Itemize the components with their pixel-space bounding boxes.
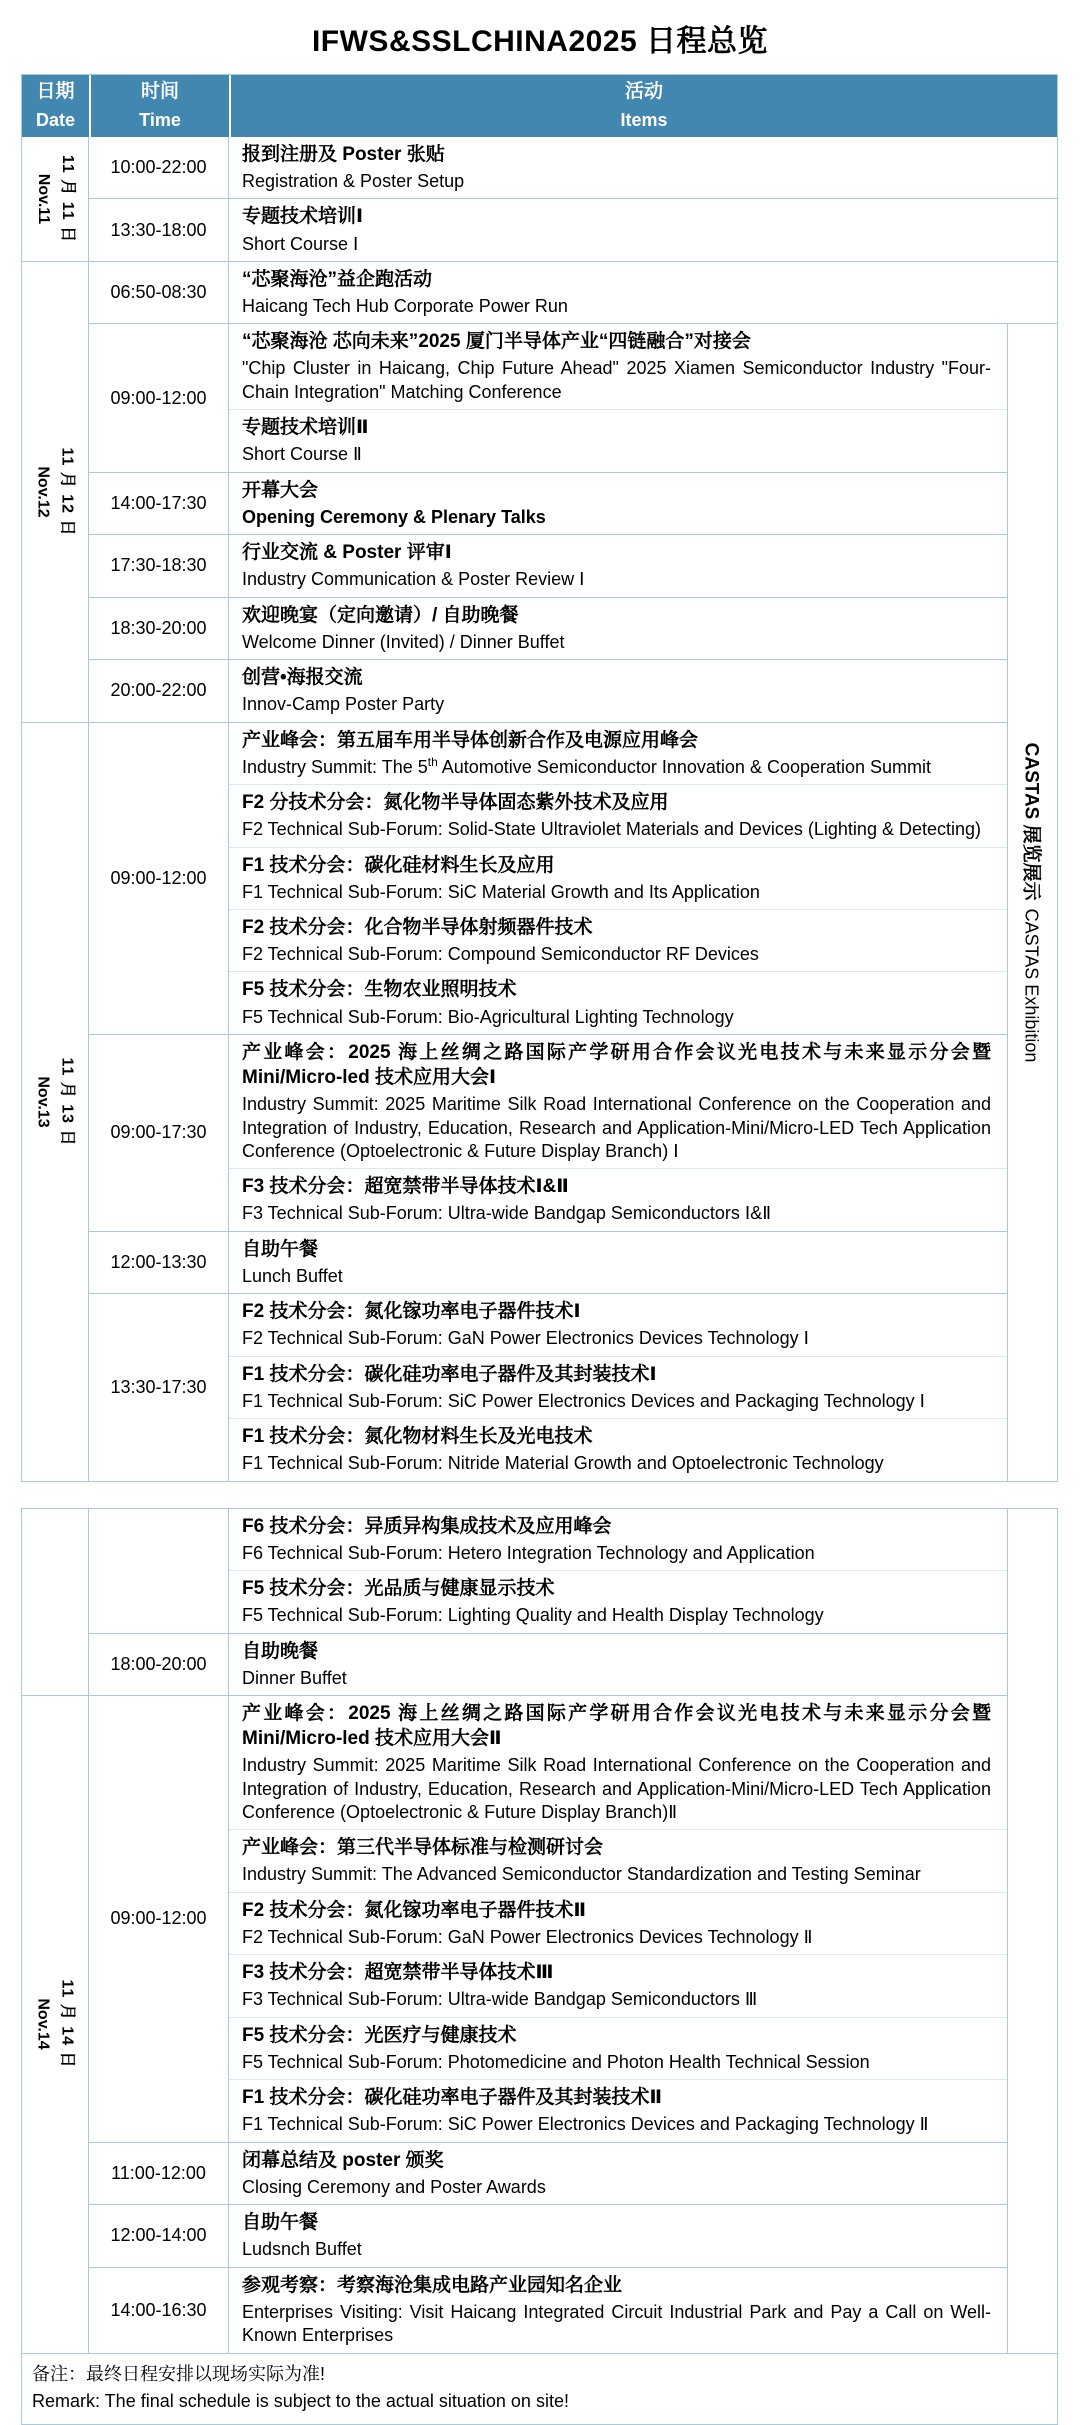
- date-cell-nov13: [22, 722, 89, 1481]
- time-cell: [89, 137, 229, 198]
- activity-zh: “芯聚海沧 芯向未来”2025 厦门半导体产业“四链融合”对接会: [242, 331, 751, 353]
- activity-en-part: Automotive Semiconductor Innovation & Cooperation Summit: [437, 756, 932, 777]
- activity-en: Short Course Ⅰ: [242, 233, 359, 254]
- activity-cell: [229, 2142, 1007, 2204]
- activity-zh: “芯聚海沧”益企跑活动: [242, 268, 433, 290]
- activity-cell: [229, 198, 1057, 260]
- activity-en: [242, 756, 991, 779]
- date-en: Nov.14: [35, 1998, 52, 2050]
- activity-cell: [229, 597, 1007, 659]
- activity-cell: [229, 2079, 1007, 2141]
- schedule-table-2: [21, 1508, 1058, 2425]
- time-label: 20:00-22:00: [110, 680, 207, 701]
- activity-zh: 专题技术培训Ⅱ: [242, 417, 369, 439]
- activity-cell: [229, 971, 1007, 1033]
- activity-zh: 开幕大会: [242, 479, 319, 501]
- time-cell: [89, 1695, 229, 2142]
- activity-zh: F1 技术分会：碳化硅功率电子器件及其封装技术Ⅰ: [242, 1363, 657, 1385]
- activity-cell: [229, 2017, 1007, 2079]
- activity-cell: [229, 909, 1007, 971]
- activity-cell: [229, 1034, 1007, 1168]
- activity-zh: F2 技术分会：氮化镓功率电子器件技术Ⅱ: [242, 1899, 586, 1921]
- activity-en: Haicang Tech Hub Corporate Power Run: [242, 296, 568, 317]
- activity-zh: 产业峰会：2025 海上丝绸之路国际产学研用合作会议光电技术与未来显示分会暨 Mini/Micro-led 技术应用大会Ⅰ: [242, 1041, 991, 1089]
- date-cell-nov14: [22, 1695, 89, 2352]
- time-label: 17:30-18:30: [110, 555, 207, 576]
- activity-zh: F5 技术分会：生物农业照明技术: [242, 979, 517, 1001]
- activity-en: Closing Ceremony and Poster Awards: [242, 2176, 546, 2197]
- page-title: IFWS&SSLCHINA2025 日程总览: [311, 25, 769, 58]
- date-label-nov11: [31, 155, 79, 243]
- table-gap: [0, 1482, 1080, 1508]
- header-time-zh: 时间: [140, 81, 179, 103]
- time-cell: [89, 722, 229, 1034]
- header-time-en: Time: [139, 109, 181, 130]
- activity-zh: 自助午餐: [242, 1238, 319, 1260]
- activity-zh: 产业峰会：第三代半导体标准与检测研讨会: [242, 1837, 604, 1859]
- time-label: 09:00-12:00: [110, 1908, 207, 1929]
- date-cell-empty: [22, 1509, 89, 1695]
- activity-zh: 欢迎晚宴（定向邀请）/ 自助晚餐: [242, 604, 519, 626]
- activity-zh: 报到注册及 Poster 张贴: [242, 144, 445, 165]
- activity-cell: [229, 1293, 1007, 1355]
- header-date: [22, 75, 89, 137]
- activity-en: "Chip Cluster in Haicang, Chip Future Ahead" 2025 Xiamen Semiconductor Industry "Four-Chain Integration" Matching Conference: [242, 358, 991, 402]
- activity-en: Ludsnch Buffet: [242, 2239, 362, 2260]
- activity-en: Enterprises Visiting: Visit Haicang Integrated Circuit Industrial Park and Pay a Call on Well-Known Enterprises: [242, 2301, 991, 2346]
- time-cell: [89, 472, 229, 534]
- activity-zh: 专题技术培训Ⅰ: [242, 206, 364, 228]
- remark-zh: 备注：最终日程安排以现场实际为准!: [32, 2363, 325, 2384]
- activity-zh: 产业峰会：2025 海上丝绸之路国际产学研用合作会议光电技术与未来显示分会暨 Mini/Micro-led 技术应用大会Ⅱ: [242, 1703, 991, 1750]
- activity-zh: F2 技术分会：化合物半导体射频器件技术: [242, 917, 593, 939]
- activity-cell: [229, 659, 1007, 721]
- activity-en: F1 Technical Sub-Forum: SiC Material Growth and Its Application: [242, 881, 760, 902]
- date-zh: 11 月 14 日: [59, 1979, 76, 2069]
- activity-cell: [229, 409, 1007, 471]
- activity-cell: [229, 1829, 1007, 1891]
- time-cell: [89, 1034, 229, 1231]
- activity-zh: 闭幕总结及 poster 颁奖: [242, 2149, 444, 2171]
- activity-en: Short Course Ⅱ: [242, 444, 362, 465]
- activity-en: Welcome Dinner (Invited) / Dinner Buffet: [242, 631, 565, 652]
- activity-zh: 创营•海报交流: [242, 667, 363, 689]
- time-cell: [89, 323, 229, 471]
- time-cell: [89, 261, 229, 323]
- header-date-en: Date: [35, 109, 75, 130]
- activity-zh: F5 技术分会：光品质与健康显示技术: [242, 1578, 555, 1600]
- activity-cell: [229, 472, 1007, 534]
- time-cell: [89, 2267, 229, 2353]
- remark-en: Remark: The final schedule is subject to the actual situation on site!: [32, 2390, 569, 2411]
- date-zh: 11 月 11 日: [59, 154, 77, 244]
- time-cell: [89, 2204, 229, 2266]
- activity-cell: [229, 137, 1057, 198]
- activity-en: F3 Technical Sub-Forum: Ultra-wide Bandgap Semiconductors Ⅰ&Ⅱ: [242, 1203, 772, 1224]
- time-label: 14:00-17:30: [110, 492, 207, 513]
- activity-cell: [229, 2267, 1007, 2353]
- activity-en-superscript: th: [427, 754, 438, 769]
- time-label: 12:00-14:00: [110, 2225, 207, 2246]
- activity-zh: F1 技术分会：碳化硅功率电子器件及其封装技术Ⅱ: [242, 2087, 662, 2109]
- activity-zh: F6 技术分会：异质异构集成技术及应用峰会: [242, 1515, 612, 1537]
- time-label: 09:00-12:00: [110, 387, 207, 408]
- date-en: Nov.11: [35, 173, 53, 225]
- activity-en: F2 Technical Sub-Forum: Solid-State Ultraviolet Materials and Devices (Lighting & Detecting): [242, 819, 981, 840]
- activity-cell: [229, 1570, 1007, 1632]
- time-label: 13:30-18:00: [110, 219, 207, 240]
- time-label: 06:50-08:30: [110, 282, 207, 303]
- time-cell: [89, 659, 229, 721]
- time-cell: [89, 1633, 229, 1695]
- activity-cell: [229, 784, 1007, 846]
- activity-zh: F5 技术分会：光医疗与健康技术: [242, 2024, 517, 2046]
- header-time: [89, 75, 229, 137]
- activity-zh: F2 技术分会：氮化镓功率电子器件技术Ⅰ: [242, 1301, 581, 1323]
- activity-en: Industry Summit: The Advanced Semiconductor Standardization and Testing Seminar: [242, 1864, 921, 1885]
- time-label: 11:00-12:00: [111, 2162, 206, 2183]
- time-cell: [89, 597, 229, 659]
- activity-en: Dinner Buffet: [242, 1667, 347, 1688]
- activity-zh: 参观考察：考察海沧集成电路产业园知名企业: [242, 2274, 623, 2296]
- activity-en: F2 Technical Sub-Forum: GaN Power Electronics Devices Technology Ⅱ: [242, 1926, 813, 1947]
- time-label: 12:00-13:30: [110, 1251, 207, 1272]
- date-zh: 11 月 12 日: [59, 447, 76, 537]
- activity-en: F6 Technical Sub-Forum: Hetero Integration Technology and Application: [242, 1542, 815, 1563]
- activity-cell: [229, 1633, 1007, 1695]
- time-label: 10:00-22:00: [110, 157, 207, 178]
- activity-cell: [229, 534, 1007, 596]
- time-label: 09:00-12:00: [110, 867, 207, 888]
- date-label-nov13: [31, 1057, 79, 1146]
- remark-row: [22, 2353, 1057, 2424]
- activity-zh: F1 技术分会：氮化物材料生长及光电技术: [242, 1426, 593, 1448]
- header-date-zh: 日期: [36, 81, 75, 103]
- date-zh: 11 月 13 日: [59, 1057, 76, 1147]
- activity-en: F3 Technical Sub-Forum: Ultra-wide Bandgap Semiconductors Ⅲ: [242, 1989, 758, 2010]
- date-en: Nov.12: [35, 466, 52, 518]
- activity-en: Industry Summit: 2025 Maritime Silk Road International Conference on the Cooperation and Integration of Industry, Education, Research and Application-Mini/Micro-LED Tech Application Conference (Optoelectronic & Future Display Branch)Ⅱ: [242, 1755, 991, 1822]
- activity-zh: F2 分技术分会：氮化物半导体固态紫外技术及应用: [242, 792, 669, 814]
- date-cell-nov11: [22, 137, 89, 261]
- activity-zh: 自助午餐: [242, 2212, 319, 2234]
- activity-cell: [229, 323, 1007, 409]
- activity-cell: [229, 1954, 1007, 2016]
- activity-cell: [229, 261, 1057, 323]
- activity-zh: F1 技术分会：碳化硅材料生长及应用: [242, 854, 555, 876]
- time-label: 13:30-17:30: [110, 1376, 207, 1397]
- activity-en: F2 Technical Sub-Forum: GaN Power Electronics Devices Technology Ⅰ: [242, 1328, 809, 1349]
- activity-zh: 产业峰会：第五届车用半导体创新合作及电源应用峰会: [242, 729, 699, 751]
- activity-zh: F3 技术分会：超宽禁带半导体技术Ⅰ&Ⅱ: [242, 1176, 569, 1198]
- activity-en: Opening Ceremony & Plenary Talks: [242, 506, 546, 527]
- time-cell: [89, 534, 229, 596]
- activity-en: Registration & Poster Setup: [242, 171, 465, 192]
- activity-cell: [229, 1892, 1007, 1954]
- date-cell-nov12: [22, 261, 89, 722]
- activity-en: F1 Technical Sub-Forum: Nitride Material Growth and Optoelectronic Technology: [242, 1453, 884, 1474]
- time-label: 18:00-20:00: [110, 1653, 207, 1674]
- date-label-nov12: [31, 447, 79, 536]
- header-items-zh: 活动: [624, 81, 663, 103]
- schedule-table-1: [21, 74, 1058, 1482]
- activity-en: Innov-Camp Poster Party: [242, 694, 445, 715]
- activity-en: F2 Technical Sub-Forum: Compound Semiconductor RF Devices: [242, 944, 759, 965]
- activity-en: F1 Technical Sub-Forum: SiC Power Electronics Devices and Packaging Technology Ⅱ: [242, 2114, 929, 2135]
- activity-cell: [229, 847, 1007, 909]
- activity-en-part: Industry Summit: The 5: [242, 756, 428, 777]
- activity-en: F5 Technical Sub-Forum: Photomedicine and Photon Health Technical Session: [242, 2051, 870, 2072]
- activity-cell: [229, 1168, 1007, 1230]
- activity-cell: [229, 1231, 1007, 1293]
- time-cell: [89, 1293, 229, 1480]
- activity-cell: [229, 1509, 1007, 1570]
- date-en: Nov.13: [35, 1075, 52, 1128]
- activity-zh: 自助晚餐: [242, 1640, 319, 1662]
- time-label: 09:00-17:30: [110, 1122, 207, 1143]
- castas-zh: CASTAS 展览展示: [1020, 742, 1041, 901]
- date-label-nov14: [31, 1980, 79, 2069]
- castas-label: [1019, 743, 1046, 1063]
- activity-cell: [229, 1418, 1007, 1480]
- time-cell: [89, 1231, 229, 1293]
- time-cell-empty: [89, 1509, 229, 1633]
- activity-en: F5 Technical Sub-Forum: Lighting Quality and Health Display Technology: [242, 1605, 824, 1626]
- activity-en: Industry Communication & Poster Review Ⅰ: [242, 569, 585, 590]
- activity-zh: F3 技术分会：超宽禁带半导体技术Ⅲ: [242, 1962, 554, 1984]
- activity-zh: 行业交流 & Poster 评审Ⅰ: [242, 542, 452, 564]
- time-cell: [89, 2142, 229, 2204]
- activity-en: Industry Summit: 2025 Maritime Silk Road International Conference on the Cooperation and Integration of Industry, Education, Research and Application-Mini/Micro-LED Tech Application Conference (Optoelectronic & Future Display Branch) Ⅰ: [242, 1094, 991, 1161]
- castas-en: CASTAS Exhibition: [1021, 908, 1041, 1063]
- activity-cell: [229, 2204, 1007, 2266]
- castas-banner: [1007, 323, 1057, 1480]
- activity-en: Lunch Buffet: [242, 1265, 343, 1286]
- castas-empty-column: [1007, 1509, 1057, 2353]
- header-items: [229, 75, 1057, 137]
- activity-cell: [229, 722, 1007, 784]
- time-label: 14:00-16:30: [110, 2299, 207, 2320]
- activity-cell: [229, 1356, 1007, 1418]
- header-items-en: Items: [620, 109, 668, 130]
- time-label: 18:30-20:00: [110, 617, 207, 638]
- activity-en: F5 Technical Sub-Forum: Bio-Agricultural Lighting Technology: [242, 1006, 734, 1027]
- time-cell: [89, 198, 229, 260]
- activity-en: F1 Technical Sub-Forum: SiC Power Electronics Devices and Packaging Technology Ⅰ: [242, 1390, 925, 1411]
- activity-cell: [229, 1695, 1007, 1829]
